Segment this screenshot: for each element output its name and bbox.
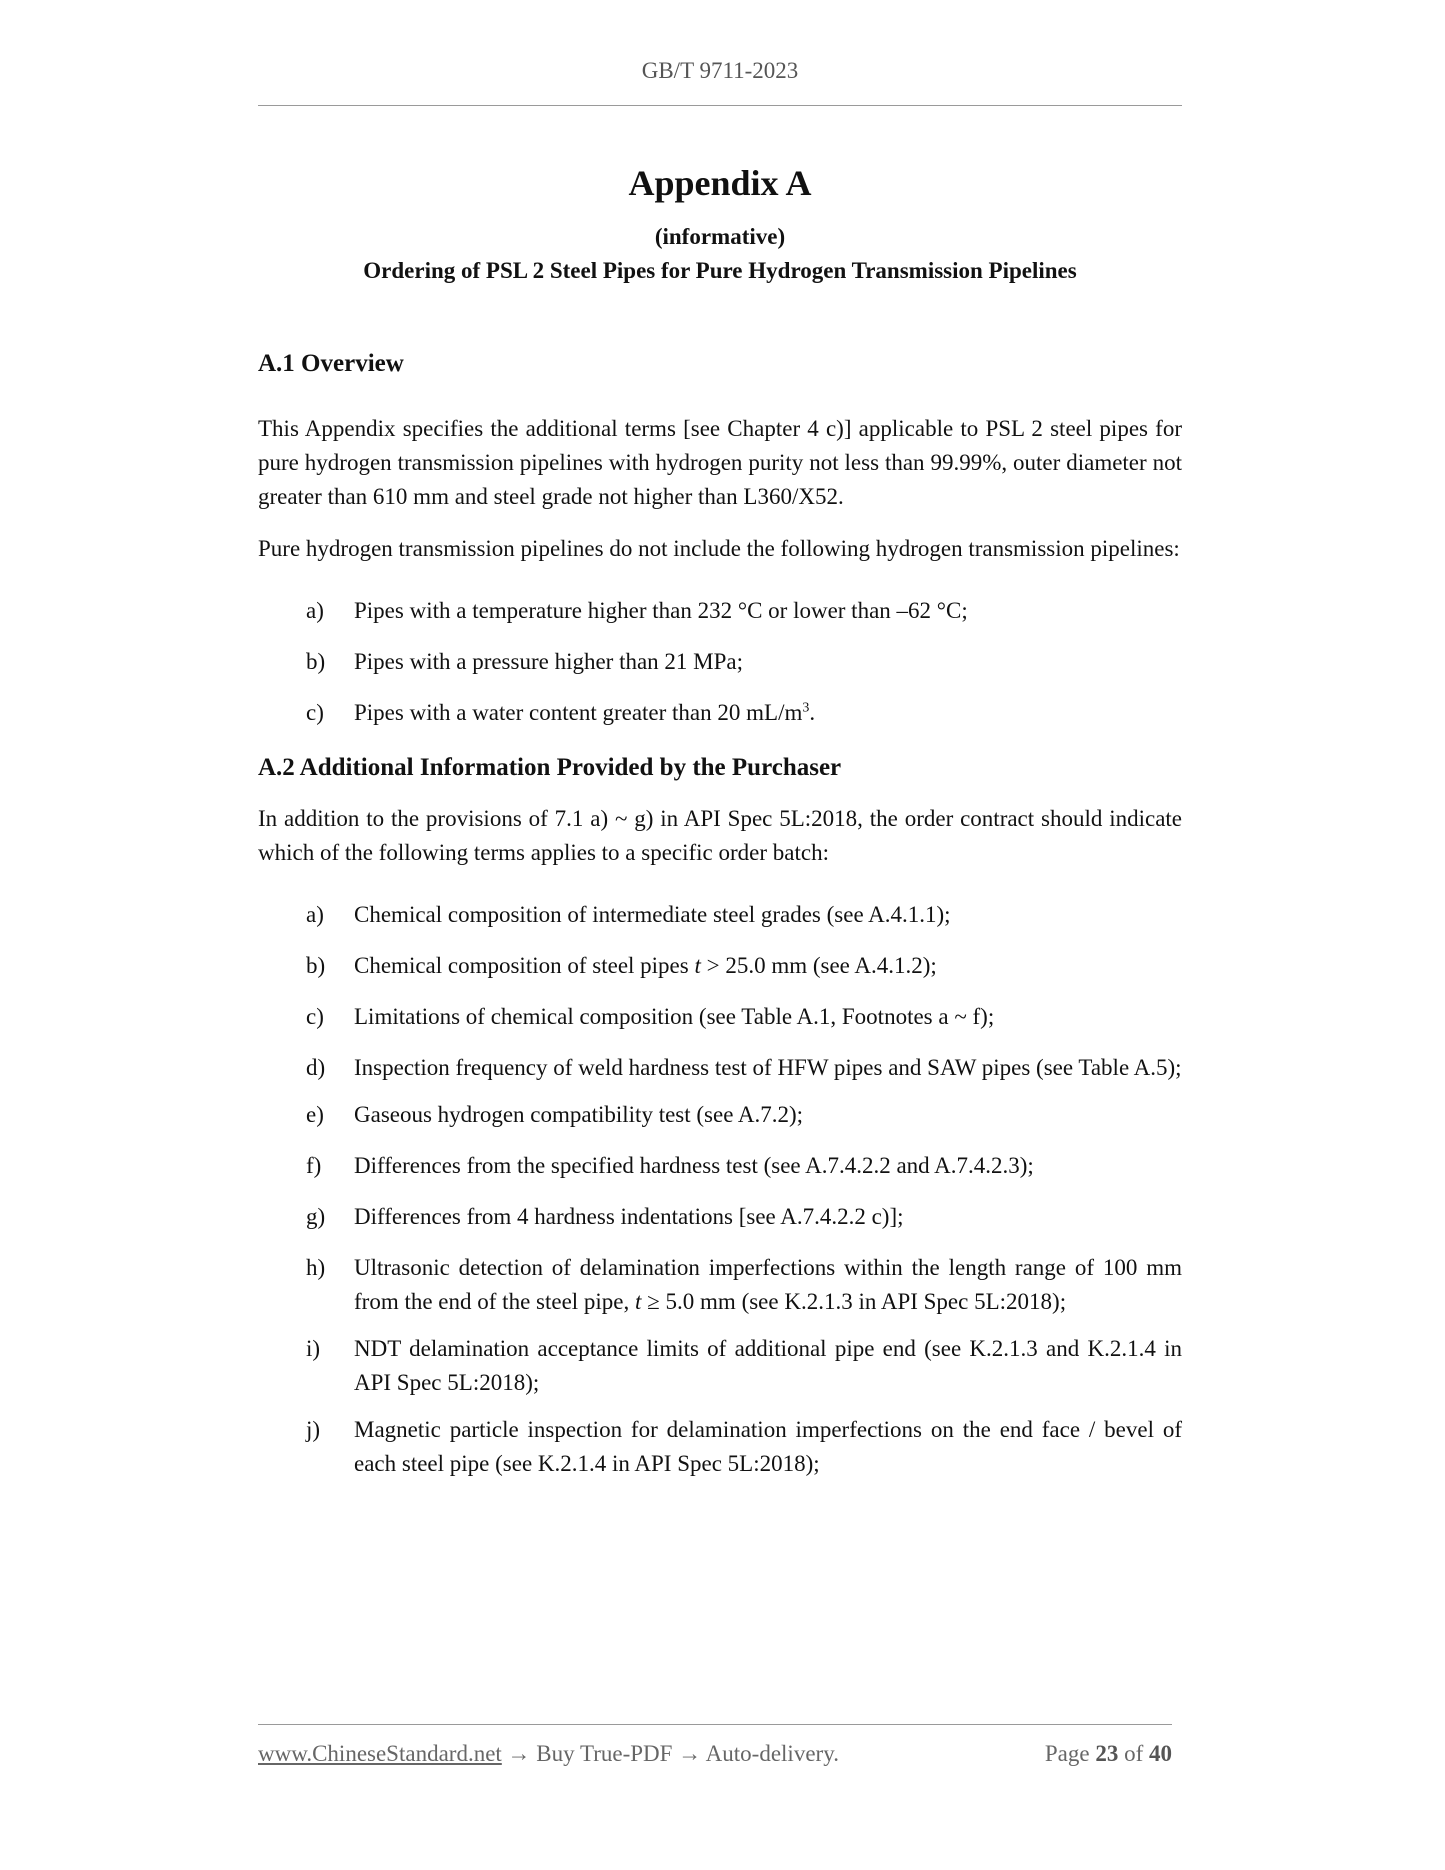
list-marker: g): [306, 1204, 326, 1229]
list-marker: c): [306, 700, 324, 725]
list-item: [258, 1332, 1182, 1400]
variable: t: [694, 953, 701, 978]
section-heading-a2: A.2 Additional Information Provided by the Purchaser: [258, 754, 842, 781]
arrow: →: [672, 1741, 706, 1766]
variable: t: [635, 1289, 642, 1314]
list-item-text: NDT delamination acceptance limits of additional pipe end (see K.2.1.3 and K.2.1.4 in API Spec 5L:2018);: [354, 1336, 1182, 1395]
list-item-text: [354, 949, 1182, 983]
main-content: [258, 346, 1182, 1481]
title-block: [258, 158, 1182, 288]
footer-divider: [258, 1724, 1172, 1725]
list-marker: i): [306, 1336, 321, 1361]
arrow: →: [501, 1741, 537, 1766]
list-item-text-main: Pipes with a water content greater than 20 mL/m: [354, 700, 803, 725]
list-marker: a): [306, 598, 324, 623]
list-item-text: Differences from 4 hardness indentations [see A.7.4.2.2 c)];: [354, 1204, 904, 1229]
list-marker: a): [306, 902, 324, 927]
text-fragment: Chemical composition of steel pipes: [354, 953, 695, 978]
page-of: of: [1124, 1741, 1144, 1766]
list-marker: j): [306, 1417, 321, 1442]
paragraph: This Appendix specifies the additional terms [see Chapter 4 c)] applicable to PSL 2 steel pipes for pure hydrogen transmission pipelines with hydrogen purity not less than 99.99%, outer diameter not greater than 610 mm and steel grade not higher than L360/X52.: [258, 416, 1182, 509]
list-item: [258, 1251, 1182, 1319]
text-fragment: ≥ 5.0 mm (see K.2.1.3 in API Spec 5L:2018);: [641, 1289, 1067, 1314]
list-item: [258, 1000, 1182, 1034]
list-item-text: Chemical composition of intermediate steel grades (see A.4.1.1);: [354, 902, 951, 927]
list-item: [258, 949, 1182, 983]
footer-left: [258, 1741, 839, 1767]
text-fragment: > 25.0 mm (see A.4.1.2);: [700, 953, 937, 978]
list-marker: b): [306, 953, 326, 978]
site-link[interactable]: www.ChineseStandard.net: [258, 1741, 502, 1766]
list-marker: c): [306, 1004, 324, 1029]
delivery-text: Auto-delivery.: [705, 1741, 839, 1766]
list-item-text: [354, 1251, 1182, 1319]
list-item-text: Magnetic particle inspection for delamination imperfections on the end face / bevel of each steel pipe (see K.2.1.4 in API Spec 5L:2018);: [354, 1417, 1182, 1476]
list-item-text: Inspection frequency of weld hardness test of HFW pipes and SAW pipes (see Table A.5);: [354, 1055, 1182, 1080]
appendix-title: Appendix A: [628, 163, 812, 203]
exclusion-list: [258, 594, 1182, 730]
list-marker: h): [306, 1255, 326, 1280]
list-item: [258, 645, 1182, 679]
list-marker: b): [306, 649, 326, 674]
list-item: [258, 696, 1182, 730]
appendix-subtitle: (informative): [654, 224, 786, 249]
list-item: [258, 1149, 1182, 1183]
list-item: [258, 1098, 1182, 1132]
page-footer: [258, 1741, 1172, 1767]
list-item-text: Limitations of chemical composition (see Table A.1, Footnotes a ~ f);: [354, 1004, 995, 1029]
list-item-text: Pipes with a temperature higher than 232 °C or lower than –62 °C;: [354, 598, 968, 623]
list-item: [258, 1413, 1182, 1481]
current-page: 23: [1095, 1741, 1119, 1766]
total-pages: 40: [1149, 1741, 1172, 1766]
page-number: [1045, 1741, 1172, 1767]
appendix-caption: Ordering of PSL 2 Steel Pipes for Pure Hydrogen Transmission Pipelines: [363, 258, 1077, 283]
page-header: GB/T 9711-2023: [641, 58, 799, 83]
paragraph: In addition to the provisions of 7.1 a) ~ g) in API Spec 5L:2018, the order contract should indicate which of the following terms applies to a specific order batch:: [258, 806, 1182, 865]
list-item-text: Pipes with a pressure higher than 21 MPa;: [354, 649, 744, 674]
superscript: 3: [802, 700, 810, 716]
list-item-text-tail: .: [809, 700, 816, 725]
order-terms-list: [258, 898, 1182, 1481]
header-divider: [258, 105, 1182, 106]
list-marker: d): [306, 1055, 326, 1080]
list-marker: f): [306, 1153, 322, 1178]
list-item-text: Gaseous hydrogen compatibility test (see A.7.2);: [354, 1102, 804, 1127]
list-item: [258, 1051, 1182, 1085]
text-fragment: Ultrasonic detection of delamination imperfections within the length range of 100 mm from the end of the steel pipe,: [354, 1255, 1182, 1314]
list-marker: e): [306, 1102, 324, 1127]
list-item: [258, 1200, 1182, 1234]
page-label: Page: [1044, 1741, 1090, 1766]
section-heading-a1: A.1 Overview: [258, 350, 404, 377]
paragraph: Pure hydrogen transmission pipelines do not include the following hydrogen transmission pipelines:: [258, 536, 1180, 561]
list-item: [258, 898, 1182, 932]
buy-text: Buy True-PDF: [536, 1741, 673, 1766]
list-item: [258, 594, 1182, 628]
list-item-text: [354, 696, 1182, 730]
list-item-text: Differences from the specified hardness test (see A.7.4.2.2 and A.7.4.2.3);: [354, 1153, 1034, 1178]
